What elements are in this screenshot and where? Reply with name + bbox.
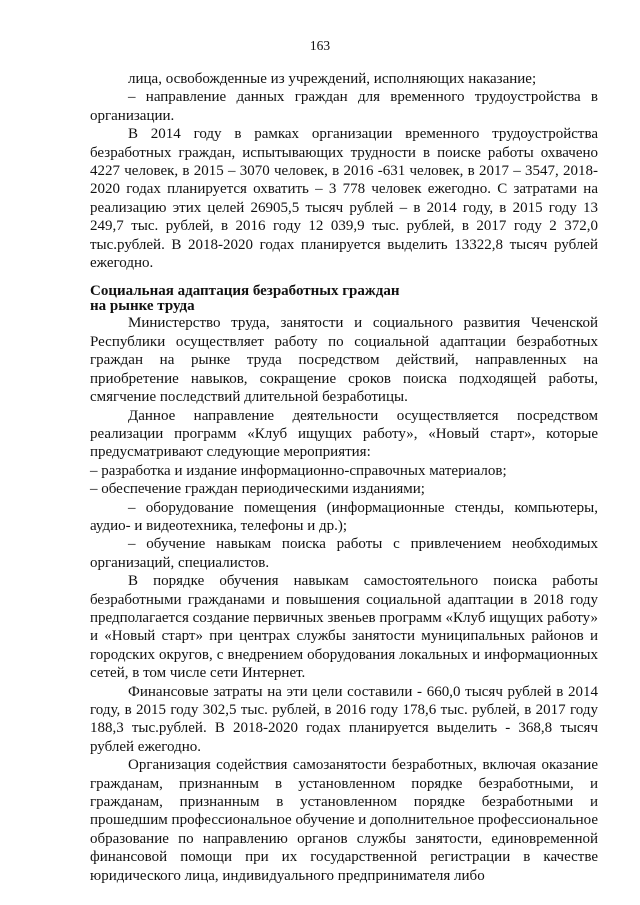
paragraph: – направление данных граждан для временного трудоустройства в организации.	[90, 89, 598, 124]
document-body	[90, 70, 598, 885]
section-before-heading	[90, 70, 598, 272]
section-heading-line-1: Социальная адаптация безработных граждан	[90, 283, 400, 300]
paragraph: Данное направление деятельности осуществляется посредством реализации программ «Клуб ищущих работу», «Новый старт», которые предусматривают следующие мероприятия:	[90, 407, 598, 461]
paragraph: – оборудование помещения (информационные стенды, компьютеры, аудио- и видеотехника, телефоны и др.);	[90, 499, 598, 534]
paragraph: – разработка и издание информационно-справочных материалов;	[90, 462, 507, 479]
paragraph: Министерство труда, занятости и социального развития Чеченской Республики осуществляет работу по социальной адаптации безработных граждан на рынке труда посредством действий, направленных на приобретение навыков, сокращение сроков поиска подходящей работы, смягчение последствий длительной безработицы.	[90, 315, 598, 406]
paragraph: – обеспечение граждан периодическими изданиями;	[90, 481, 425, 498]
paragraph: лица, освобожденные из учреждений, исполняющих наказание;	[128, 71, 537, 87]
page-number: 163	[309, 38, 331, 53]
section-heading-line-2: на рынке труда	[90, 298, 195, 315]
paragraph: В 2014 году в рамках организации временного трудоустройства безработных граждан, испытывающих трудности в поиске работы охвачено 4227 человек, в 2015 – 3070 человек, в 2016 -631 человек, в 2017 – 3547, 2018-2020 годах планируется охватить – 3 778 человек ежегодно. С затратами на реализацию этих целей 26905,5 тысяч рублей – в 2014 году, в 2015 году 13 249,7 тыс. рублей, в 2016 году 12 039,9 тыс. рублей, в 2017 году 2 372,0 тыс.рублей. В 2018-2020 годах планируется выделить 13322,8 тысяч рублей ежегодно.	[90, 126, 598, 272]
paragraph: В порядке обучения навыкам самостоятельного поиска работы безработными гражданами и повышения социальной адаптации в 2018 году предполагается создание первичных звеньев программ «Клуб ищущих работу» и «Новый старт» при центрах службы занятости муниципальных районов и городских округов, с внедрением оборудования локальных и информационных сетей, в том числе сети Интернет.	[90, 573, 598, 682]
paragraph: – обучение навыкам поиска работы с привлечением необходимых организаций, специалистов.	[90, 536, 598, 571]
section-after-heading	[90, 314, 598, 885]
paragraph: Финансовые затраты на эти цели составили - 660,0 тысяч рублей в 2014 году, в 2015 году 302,5 тыс. рублей, в 2016 году 178,6 тыс. рублей, в 2017 году 188,3 тыс.рублей. В 2018-2020 годах планируется выделить - 368,8 тысяч рублей ежегодно.	[90, 683, 598, 755]
paragraph: Организация содействия самозанятости безработных, включая оказание гражданам, признанным в установленном порядке безработными, и гражданам, признанным в установленном порядке безработными и прошедшим профессиональное обучение и дополнительное профессиональное образование по направлению органов службы занятости, единовременной финансовой помощи при их государственной регистрации в качестве юридического лица, индивидуального предпринимателя либо	[90, 757, 598, 884]
